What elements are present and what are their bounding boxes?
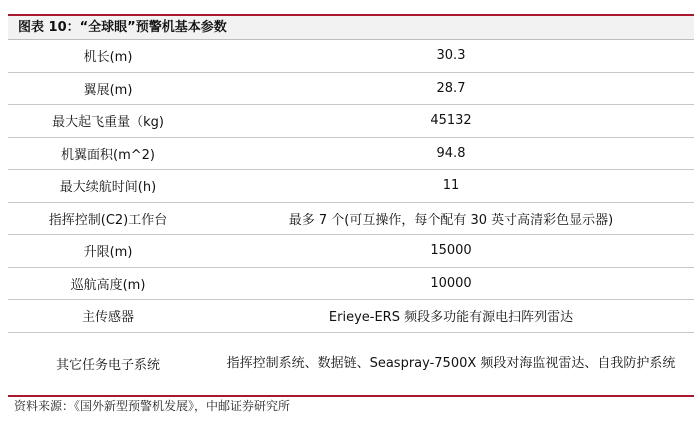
row-label: 其它任务电子系统: [55, 358, 160, 373]
row-label: 主传感器: [81, 310, 134, 326]
row-value: 15000: [430, 243, 472, 259]
table-row: [8, 300, 694, 333]
row-value: 11: [442, 178, 460, 194]
table-row: [8, 333, 694, 397]
row-label: 机长(m): [83, 50, 133, 66]
table-row: [8, 170, 694, 203]
row-value: 10000: [430, 275, 472, 291]
row-value: 45132: [430, 113, 472, 129]
row-value: 28.7: [436, 80, 466, 96]
row-label: 巡航高度(m): [70, 277, 146, 293]
row-value: 30.3: [436, 48, 466, 64]
parameter-table: [8, 40, 694, 397]
row-value: 最多 7 个(可互操作，每个配有 30 英寸高清彩色显示器): [288, 212, 614, 228]
table-row: [8, 138, 694, 171]
row-label: 最大起飞重量（kg): [52, 115, 164, 131]
table-row: [8, 203, 694, 236]
table-row: [8, 235, 694, 268]
table-row: [8, 40, 694, 73]
table-row: [8, 268, 694, 301]
row-label: 升限(m): [83, 245, 133, 261]
row-label: 翼展(m): [83, 82, 133, 98]
row-label: 指挥控制(C2)工作台: [48, 212, 168, 228]
table-row: [8, 105, 694, 138]
row-label: 机翼面积(m^2): [61, 147, 155, 163]
row-value: Erieye-ERS 频段多功能有源电扫阵列雷达: [328, 310, 574, 326]
source-note: 资料来源：《国外新型预警机发展》，中邮证券研究所: [14, 399, 291, 413]
row-value: 94.8: [436, 145, 466, 161]
table-row: [8, 73, 694, 106]
row-label: 最大续航时间(h): [59, 180, 157, 196]
row-value: 指挥控制系统、数据链、Seaspray-7500X 频段对海监视雷达、自我防护系统: [226, 355, 676, 371]
table-title: 图表 10：“全球眼”预警机基本参数: [8, 16, 694, 40]
